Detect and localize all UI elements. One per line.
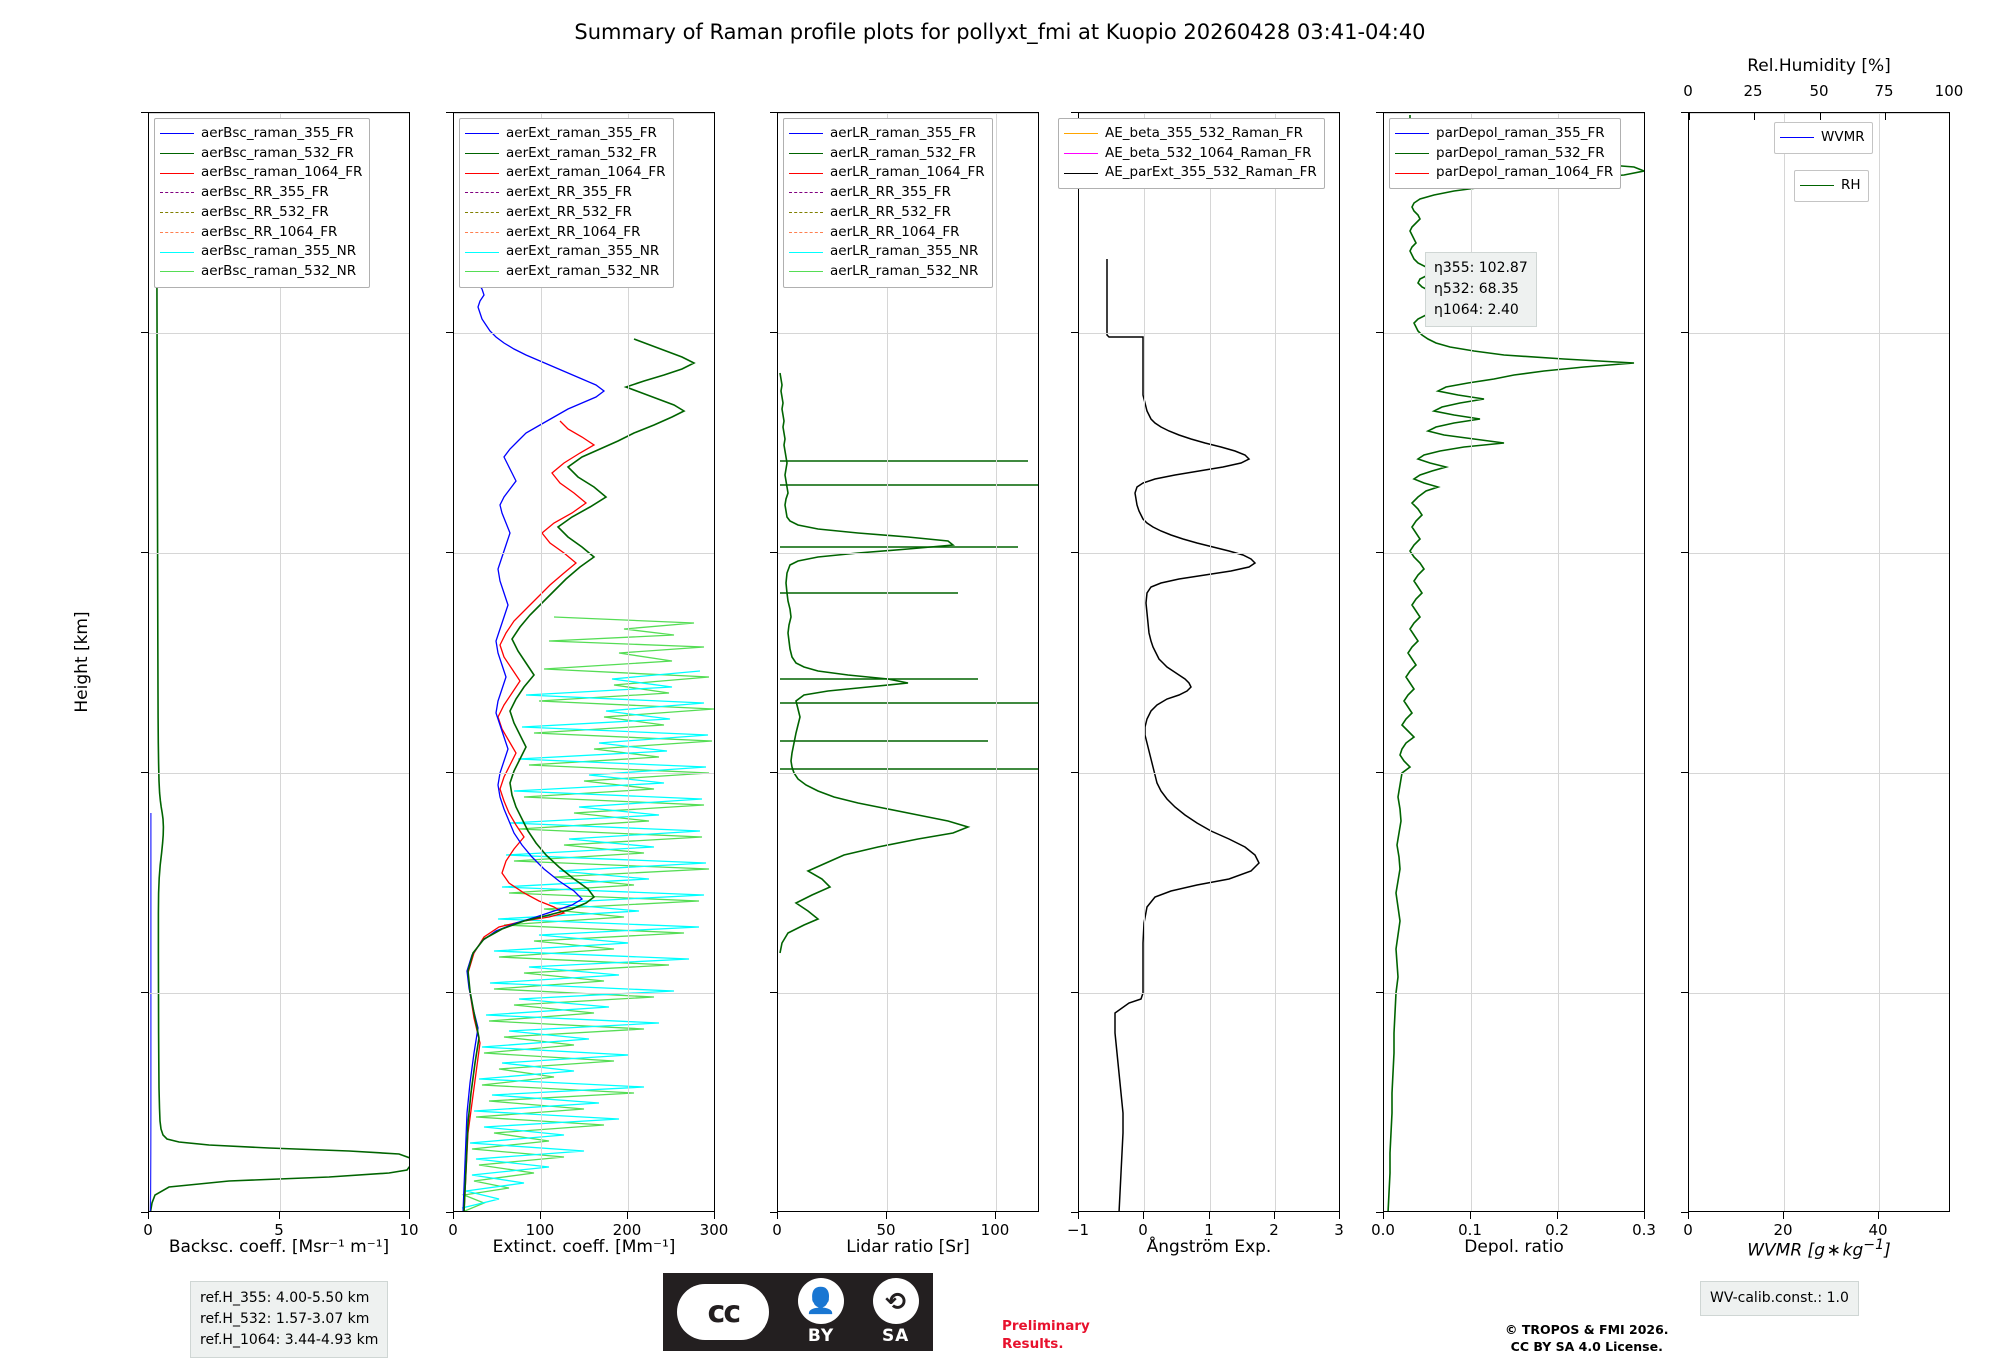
xtick-label: 200 (612, 1221, 642, 1239)
legend-swatch (789, 192, 823, 193)
xtick-label: 0.1 (1458, 1221, 1482, 1239)
legend-label: aerExt_raman_355_FR (506, 125, 657, 141)
top-xtick-label: 25 (1743, 82, 1763, 100)
legend-swatch (160, 252, 194, 253)
panel-wvmr (1683, 56, 1964, 1261)
legend-swatch (160, 271, 194, 272)
legend-swatch (465, 192, 499, 193)
legend-swatch (160, 133, 194, 134)
legend-swatch (1780, 137, 1814, 138)
eta-532-value: η532: 68.35 (1434, 281, 1519, 297)
xtick-label: 3 (1334, 1221, 1344, 1239)
xtick-label: 40 (1868, 1221, 1888, 1239)
legend-label: AE_beta_355_532_Raman_FR (1105, 125, 1303, 141)
xtick-label: 5 (274, 1221, 284, 1239)
legend-swatch (1800, 185, 1834, 186)
legend-swatch (1395, 153, 1429, 154)
legend-swatch (789, 271, 823, 272)
legend-label: aerBsc_RR_532_FR (201, 203, 329, 220)
legend-label: aerLR_RR_355_FR (830, 184, 951, 201)
panel-lidar-ratio (772, 112, 1039, 1257)
legend-swatch (465, 133, 499, 134)
ref-h-355: ref.H_355: 4.00-5.50 km (200, 1290, 370, 1306)
xtick-label: 300 (699, 1221, 729, 1239)
top-axis-title-rh: Rel.Humidity [%] (1747, 56, 1891, 76)
cc-mark-text: cc (677, 1284, 769, 1340)
legend-backscatter[interactable] (154, 118, 370, 288)
legend-wvmr[interactable] (1774, 122, 1873, 154)
copyright-notice (1505, 1322, 1669, 1356)
plot-area-angstrom (1078, 112, 1340, 1212)
legend-label: AE_beta_532_1064_Raman_FR (1105, 144, 1312, 161)
legend-label: aerLR_RR_1064_FR (830, 223, 960, 240)
xtick-label: 2 (1269, 1221, 1279, 1239)
wv-calib-box (1700, 1281, 1859, 1316)
top-xtick-label: 50 (1809, 82, 1829, 100)
page-title: Summary of Raman profile plots for pollyxt_fmi at Kuopio 20260428 03:41-04:40 (574, 20, 1426, 44)
legend-label: aerLR_raman_532_FR (830, 144, 976, 161)
xtick-label: 20 (1773, 1221, 1793, 1239)
legend-extinction[interactable] (459, 118, 674, 288)
legend-label: aerBsc_raman_532_FR (201, 144, 354, 161)
xtick-label: 0 (1138, 1221, 1148, 1239)
legend-swatch (160, 173, 194, 174)
legend-swatch (465, 212, 499, 213)
xtick-label: −1 (1066, 1221, 1090, 1239)
xtick-label: 0 (772, 1221, 782, 1239)
legend-angstrom[interactable] (1058, 118, 1325, 189)
legend-label: aerExt_raman_1064_FR (506, 164, 666, 181)
legend-label: WVMR (1821, 129, 1865, 145)
ref-h-1064: ref.H_1064: 3.44-4.93 km (200, 1332, 379, 1348)
xaxis-label-angstrom: Ångström Exp. (1146, 1237, 1272, 1257)
legend-swatch (1064, 133, 1098, 134)
wv-calib-const: WV-calib.const.: 1.0 (1710, 1290, 1849, 1306)
legend-swatch (789, 173, 823, 174)
plot-area-wvmr (1688, 112, 1950, 1212)
copyright-line2: CC BY SA 4.0 License. (1510, 1338, 1663, 1354)
legend-swatch (1395, 133, 1429, 134)
copyright-line1: © TROPOS & FMI 2026. (1505, 1322, 1669, 1337)
cc-sa-label: SA (881, 1326, 910, 1346)
xaxis-label-wvmr: WVMR [g ∗ $kg^{-1}$] (1747, 1237, 1891, 1261)
cc-logo-icon (677, 1284, 769, 1340)
ref-height-box (190, 1281, 388, 1358)
panel-extinction (448, 112, 729, 1257)
xaxis-label-depol: Depol. ratio (1464, 1237, 1564, 1257)
person-icon: 👤 (798, 1278, 844, 1324)
legend-label: aerBsc_RR_355_FR (201, 184, 329, 201)
legend-label: aerExt_raman_532_NR (506, 262, 660, 279)
yaxis-label: Height [km] (72, 611, 92, 713)
legend-label: parDepol_raman_1064_FR (1436, 164, 1614, 181)
legend-label: aerLR_raman_355_NR (830, 243, 979, 260)
legend-label: aerLR_raman_532_NR (830, 262, 979, 279)
legend-swatch (1064, 153, 1098, 154)
legend-label: aerBsc_raman_355_NR (201, 243, 357, 260)
preliminary-line1: Preliminary (1002, 1318, 1090, 1334)
legend-swatch (789, 133, 823, 134)
legend-swatch (465, 271, 499, 272)
eta-1064-value: η1064: 2.40 (1434, 302, 1519, 318)
legend-label: parDepol_raman_355_FR (1436, 125, 1605, 141)
legend-swatch (160, 212, 194, 213)
xtick-label: 0 (448, 1221, 458, 1239)
panel-backscatter (72, 112, 419, 1257)
legend-swatch (160, 192, 194, 193)
legend-swatch (465, 173, 499, 174)
legend-label: aerBsc_RR_1064_FR (201, 223, 338, 240)
legend-label: parDepol_raman_532_FR (1436, 144, 1605, 161)
xtick-label: 100 (525, 1221, 555, 1239)
legend-swatch (465, 252, 499, 253)
legend-swatch (789, 212, 823, 213)
xaxis-label-backscatter: Backsc. coeff. [Msr⁻¹ m⁻¹] (168, 1237, 390, 1257)
legend-swatch (789, 252, 823, 253)
legend-depol[interactable] (1389, 118, 1621, 189)
panel-depol (1371, 112, 1656, 1257)
eta-355-value: η355: 102.87 (1434, 260, 1528, 276)
legend-label: aerExt_RR_355_FR (506, 184, 632, 201)
legend-label: aerExt_RR_1064_FR (506, 223, 641, 240)
legend-label: aerLR_RR_532_FR (830, 203, 951, 220)
legend-label: AE_parExt_355_532_Raman_FR (1105, 164, 1317, 181)
preliminary-notice (1002, 1317, 1090, 1353)
xaxis-label-extinction: Extinct. coeff. [Mm⁻¹] (492, 1237, 676, 1257)
legend-label: aerExt_raman_532_FR (506, 144, 657, 161)
top-xtick-label: 0 (1683, 82, 1693, 100)
top-xtick-label: 75 (1874, 82, 1894, 100)
xtick-label: 0 (1683, 1221, 1693, 1239)
creative-commons-badge[interactable] (663, 1273, 933, 1351)
legend-swatch (465, 153, 499, 154)
xaxis-label-lidar-ratio: Lidar ratio [Sr] (846, 1237, 970, 1257)
xtick-label: 0.0 (1371, 1221, 1395, 1239)
preliminary-line2: Results. (1002, 1336, 1064, 1353)
xtick-label: 1 (1204, 1221, 1214, 1239)
legend-label: RH (1841, 177, 1861, 193)
legend-rh[interactable] (1794, 170, 1869, 202)
xtick-label: 100 (980, 1221, 1010, 1239)
xtick-label: 0.2 (1545, 1221, 1569, 1239)
share-alike-icon: ⟲ (873, 1278, 919, 1324)
legend-swatch (160, 153, 194, 154)
panel-angstrom (1066, 112, 1344, 1257)
eta-annotation (1425, 252, 1537, 327)
legend-swatch (160, 232, 194, 233)
xtick-label: 0.3 (1632, 1221, 1656, 1239)
legend-swatch (789, 232, 823, 233)
legend-swatch (1064, 173, 1098, 174)
legend-label: aerLR_raman_1064_FR (830, 164, 985, 181)
legend-label: aerExt_raman_355_NR (506, 243, 660, 260)
xtick-label: 0 (143, 1221, 153, 1239)
legend-label: aerBsc_raman_1064_FR (201, 164, 363, 181)
legend-lidar-ratio[interactable] (783, 118, 993, 288)
legend-label: aerExt_RR_532_FR (506, 203, 632, 220)
legend-swatch (789, 153, 823, 154)
xtick-label: 10 (399, 1221, 419, 1239)
cc-by-label: BY (807, 1326, 835, 1346)
cc-sa-icon (873, 1278, 919, 1346)
legend-label: aerLR_raman_355_FR (830, 125, 976, 141)
top-xtick-label: 100 (1934, 82, 1964, 100)
xtick-label: 50 (876, 1221, 896, 1239)
legend-label: aerBsc_raman_355_FR (201, 125, 354, 141)
legend-swatch (1395, 173, 1429, 174)
ref-h-532: ref.H_532: 1.57-3.07 km (200, 1311, 370, 1327)
legend-label: aerBsc_raman_532_NR (201, 262, 357, 279)
cc-by-icon (798, 1278, 844, 1346)
legend-swatch (465, 232, 499, 233)
top-axis-ticks (1683, 82, 1964, 102)
